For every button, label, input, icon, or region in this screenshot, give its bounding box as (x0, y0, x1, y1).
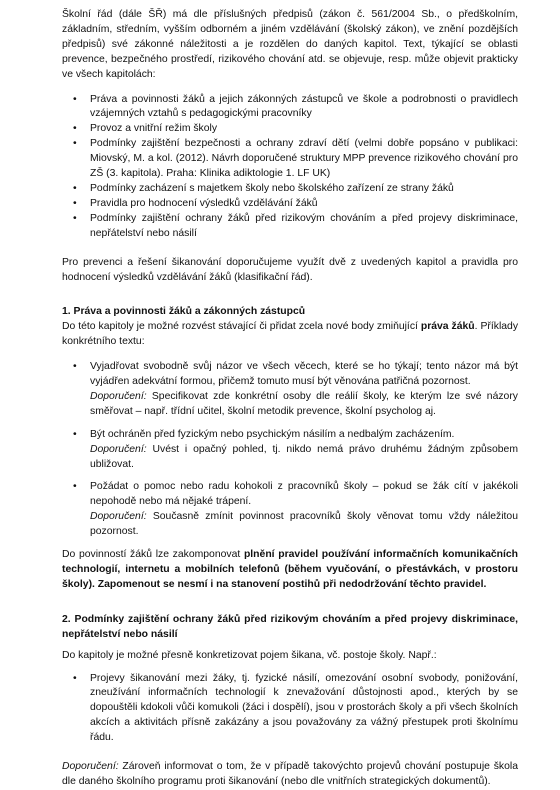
list-item: • Projevy šikanování mezi žáky, tj. fyzické násilí, omezování osobní svobody, ponižování, zneužívání informačních technologií k znevažování důstojnosti apod., kterých by se dopouštěli kdokoli vůči komukoli (žáci i dospělí), jsou v prostorách školy a při všech školních akcích a aktivitách přísně zakázány a jsou považovány za vážný přestupek proti školnímu řádu. (62, 672, 518, 747)
list-item (62, 360, 518, 420)
section2-recommendation (62, 760, 518, 790)
recommendation-text: Zároveň informovat o tom, že v případě takovýchto projevů chování postupuje škola dle daného školního programu proti šikanování (nebo dle vnitřních strategických dokumentů). (62, 761, 518, 787)
list-item (62, 480, 518, 540)
recommendation-paragraph: Pro prevenci a řešení šikanování doporučujeme využít dvě z uvedených kapitol a pravidla pro hodnocení výsledků vzdělávání žáků (klasifikační řád). (62, 256, 518, 283)
recommendation-label: Doporučení: (90, 511, 147, 523)
recommendation-label: Doporučení: (62, 761, 119, 773)
list-item: • Práva a povinnosti žáků a jejich zákonných zástupců ve škole a podrobnosti o pravidlech vzájemných vztahů s pedagogickými pracovníky (62, 93, 518, 123)
right-text: Vyjadřovat svobodně svůj názor ve všech věcech, které se ho týkají; tento názor má být vyjádřen adekvátní formou, přičemž tomuto musí být věnována patřičná pozornost. (90, 361, 518, 388)
section-heading-2: 2. Podmínky zajištění ochrany žáků před rizikovým chováním a před projevy diskriminace, nepřátelství nebo násilí (62, 613, 518, 640)
closing-text: Do povinností žáků lze zakomponovat (62, 549, 244, 561)
list-item: • Pravidla pro hodnocení výsledků vzdělávání žáků (62, 197, 518, 212)
recommendation-text: Uvést i opačný pohled, tj. nikdo nemá právo druhému žádným způsobem ubližovat. (90, 443, 518, 470)
section1-lead (62, 320, 518, 350)
list-item: • Podmínky zajištění ochrany žáků před rizikovým chováním a před projevy diskriminace, nepřátelství nebo násilí (62, 212, 518, 242)
chapter-list (62, 93, 518, 242)
recommendation-text: Specifikovat zde konkrétní osoby dle reálií školy, ke kterým lze své názory směřovat – např. třídní učitel, školní metodik prevence, školní psycholog aj. (90, 390, 518, 417)
section1-closing (62, 548, 518, 593)
section1-lead-text-a: Do této kapitoly je možné rozvést stávající či přidat zcela nové body zmiňující (62, 321, 421, 333)
right-recommendation (90, 443, 518, 473)
rights-list (62, 360, 518, 540)
recommendation-label: Doporučení: (90, 443, 147, 455)
list-item: • Podmínky zajištění bezpečnosti a ochrany zdraví dětí (velmi dobře popsáno v publikaci: Miovský, M. a kol. (2012). Návrh doporučené struktury MPP prevence rizikového chování pro ZŠ (3. kapitola). Praha: Klinika adiktologie 1. LF UK) (62, 137, 518, 182)
recommendation-label: Doporučení: (90, 390, 147, 402)
right-recommendation (90, 510, 518, 540)
closing-bold: plnění pravidel používání informačních komunikačních technologií, internetu a mobilních telefonů (během vyučování, o přestávkách, v prostoru školy). Zapomenout se nesmí i na stanovení postihů při nedodržování těchto pravidel. (62, 549, 518, 590)
recommendation-text: Současně zmínit povinnost pracovníků školy věnovat tomu vždy náležitou pozornost. (90, 511, 518, 538)
intro-paragraph: Školní řád (dále ŠŘ) má dle příslušných předpisů (zákon č. 561/2004 Sb., o předškolním, základním, středním, vyšším odborném a jiném vzdělávání (školský zákon), ve znění pozdějších předpisů) své zákonné náležitosti a je rozdělen do daných kapitol. Text, týkající se oblasti prevence, bezpečného prostředí, rizikového chování atd. se objevuje, resp. může objevit prakticky ve všech kapitolách: (62, 9, 518, 80)
section2-lead: Do kapitoly je možné přesně konkretizovat pojem šikana, vč. postoje školy. Např.: (62, 649, 437, 661)
right-text: Být ochráněn před fyzickým nebo psychickým násilím a nedbalým zacházením. (90, 428, 455, 440)
bullying-list (62, 672, 518, 747)
section1-lead-bold: práva žáků (420, 321, 475, 333)
document-page (62, 8, 518, 790)
list-item: • Podmínky zacházení s majetkem školy nebo školského zařízení ze strany žáků (62, 182, 518, 197)
right-text: Požádat o pomoc nebo radu kohokoli z pracovníků školy – pokud se žák cítí v jakékoli nepohodě nebo má nějaké trápení. (90, 481, 518, 508)
list-item: • Provoz a vnitřní režim školy (62, 122, 518, 137)
list-item (62, 428, 518, 473)
section1-lead-text-c: . Příklady konkrétního textu: (62, 321, 519, 348)
section-heading-1: 1. Práva a povinnosti žáků a zákonných zástupců (62, 306, 306, 318)
right-recommendation (90, 390, 518, 420)
